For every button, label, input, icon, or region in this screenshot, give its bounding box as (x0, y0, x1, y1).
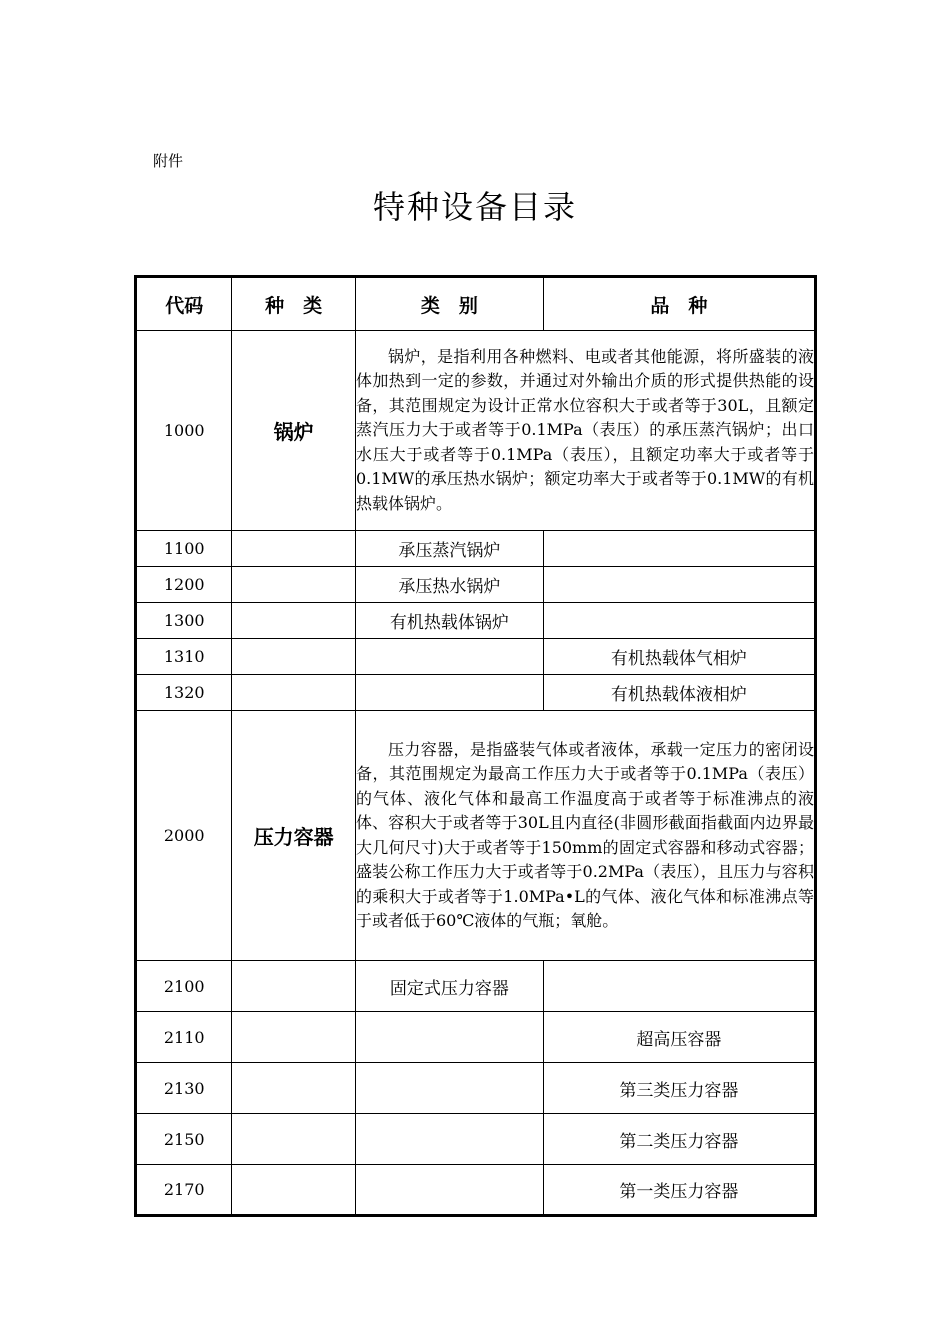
table-row (136, 567, 816, 603)
row-variety: 有机热载体气相炉 (543, 639, 815, 675)
row-code: 2110 (136, 1012, 232, 1063)
row-variety: 第一类压力容器 (543, 1165, 815, 1216)
row-variety: 超高压容器 (543, 1012, 815, 1063)
row-kind: 压力容器 (232, 711, 356, 961)
table-header-row (136, 277, 816, 331)
table-row (136, 1012, 816, 1063)
row-code: 1000 (136, 331, 232, 531)
row-code: 1200 (136, 567, 232, 603)
row-category (355, 1165, 543, 1216)
table-row (136, 639, 816, 675)
header-code: 代码 (136, 277, 232, 331)
row-variety: 第二类压力容器 (543, 1114, 815, 1165)
table-row (136, 1063, 816, 1114)
row-kind (232, 639, 356, 675)
row-variety: 有机热载体液相炉 (543, 675, 815, 711)
header-kind: 种 类 (232, 277, 356, 331)
header-variety: 品 种 (543, 277, 815, 331)
table-row (136, 1114, 816, 1165)
row-variety (543, 531, 815, 567)
row-code: 2150 (136, 1114, 232, 1165)
table-row (136, 675, 816, 711)
table-row (136, 711, 816, 961)
row-code: 2000 (136, 711, 232, 961)
attachment-label: 附件 (153, 152, 184, 170)
table-row (136, 603, 816, 639)
row-kind (232, 961, 356, 1012)
row-code: 1100 (136, 531, 232, 567)
equipment-catalog-table (134, 275, 817, 1217)
row-code: 1310 (136, 639, 232, 675)
row-kind (232, 1012, 356, 1063)
row-kind (232, 567, 356, 603)
row-category: 有机热载体锅炉 (355, 603, 543, 639)
row-category: 承压蒸汽锅炉 (355, 531, 543, 567)
row-category: 承压热水锅炉 (355, 567, 543, 603)
row-kind: 锅炉 (232, 331, 356, 531)
row-category (355, 675, 543, 711)
row-variety (543, 603, 815, 639)
row-kind (232, 603, 356, 639)
row-category (355, 1012, 543, 1063)
row-variety (543, 567, 815, 603)
row-kind (232, 1114, 356, 1165)
row-category (355, 1114, 543, 1165)
row-category: 固定式压力容器 (355, 961, 543, 1012)
row-code: 1320 (136, 675, 232, 711)
row-kind (232, 1063, 356, 1114)
row-description: 锅炉，是指利用各种燃料、电或者其他能源，将所盛装的液体加热到一定的参数，并通过对外输出介质的形式提供热能的设备，其范围规定为设计正常水位容积大于或者等于30L，且额定蒸汽压力大于或者等于0.1MPa（表压）的承压蒸汽锅炉；出口水压大于或者等于0.1MPa（表压），且额定功率大于或者等于0.1MW的承压热水锅炉；额定功率大于或者等于0.1MW的有机热载体锅炉。 (355, 331, 815, 531)
table-row (136, 1165, 816, 1216)
row-kind (232, 1165, 356, 1216)
header-category: 类 别 (355, 277, 543, 331)
page-title: 特种设备目录 (372, 188, 577, 226)
row-category (355, 1063, 543, 1114)
row-code: 2170 (136, 1165, 232, 1216)
row-variety (543, 961, 815, 1012)
row-kind (232, 531, 356, 567)
row-category (355, 639, 543, 675)
table-row (136, 531, 816, 567)
row-description: 压力容器，是指盛装气体或者液体，承载一定压力的密闭设备，其范围规定为最高工作压力大于或者等于0.1MPa（表压）的气体、液化气体和最高工作温度高于或者等于标准沸点的液体、容积大于或者等于30L且内直径(非圆形截面指截面内边界最大几何尺寸)大于或者等于150mm的固定式容器和移动式容器；盛装公称工作压力大于或者等于0.2MPa（表压），且压力与容积的乘积大于或者等于1.0MPa•L的气体、液化气体和标准沸点等于或者低于60℃液体的气瓶；氧舱。 (355, 711, 815, 961)
row-code: 1300 (136, 603, 232, 639)
row-kind (232, 675, 356, 711)
table-row (136, 331, 816, 531)
row-code: 2130 (136, 1063, 232, 1114)
table-row (136, 961, 816, 1012)
row-variety: 第三类压力容器 (543, 1063, 815, 1114)
row-code: 2100 (136, 961, 232, 1012)
